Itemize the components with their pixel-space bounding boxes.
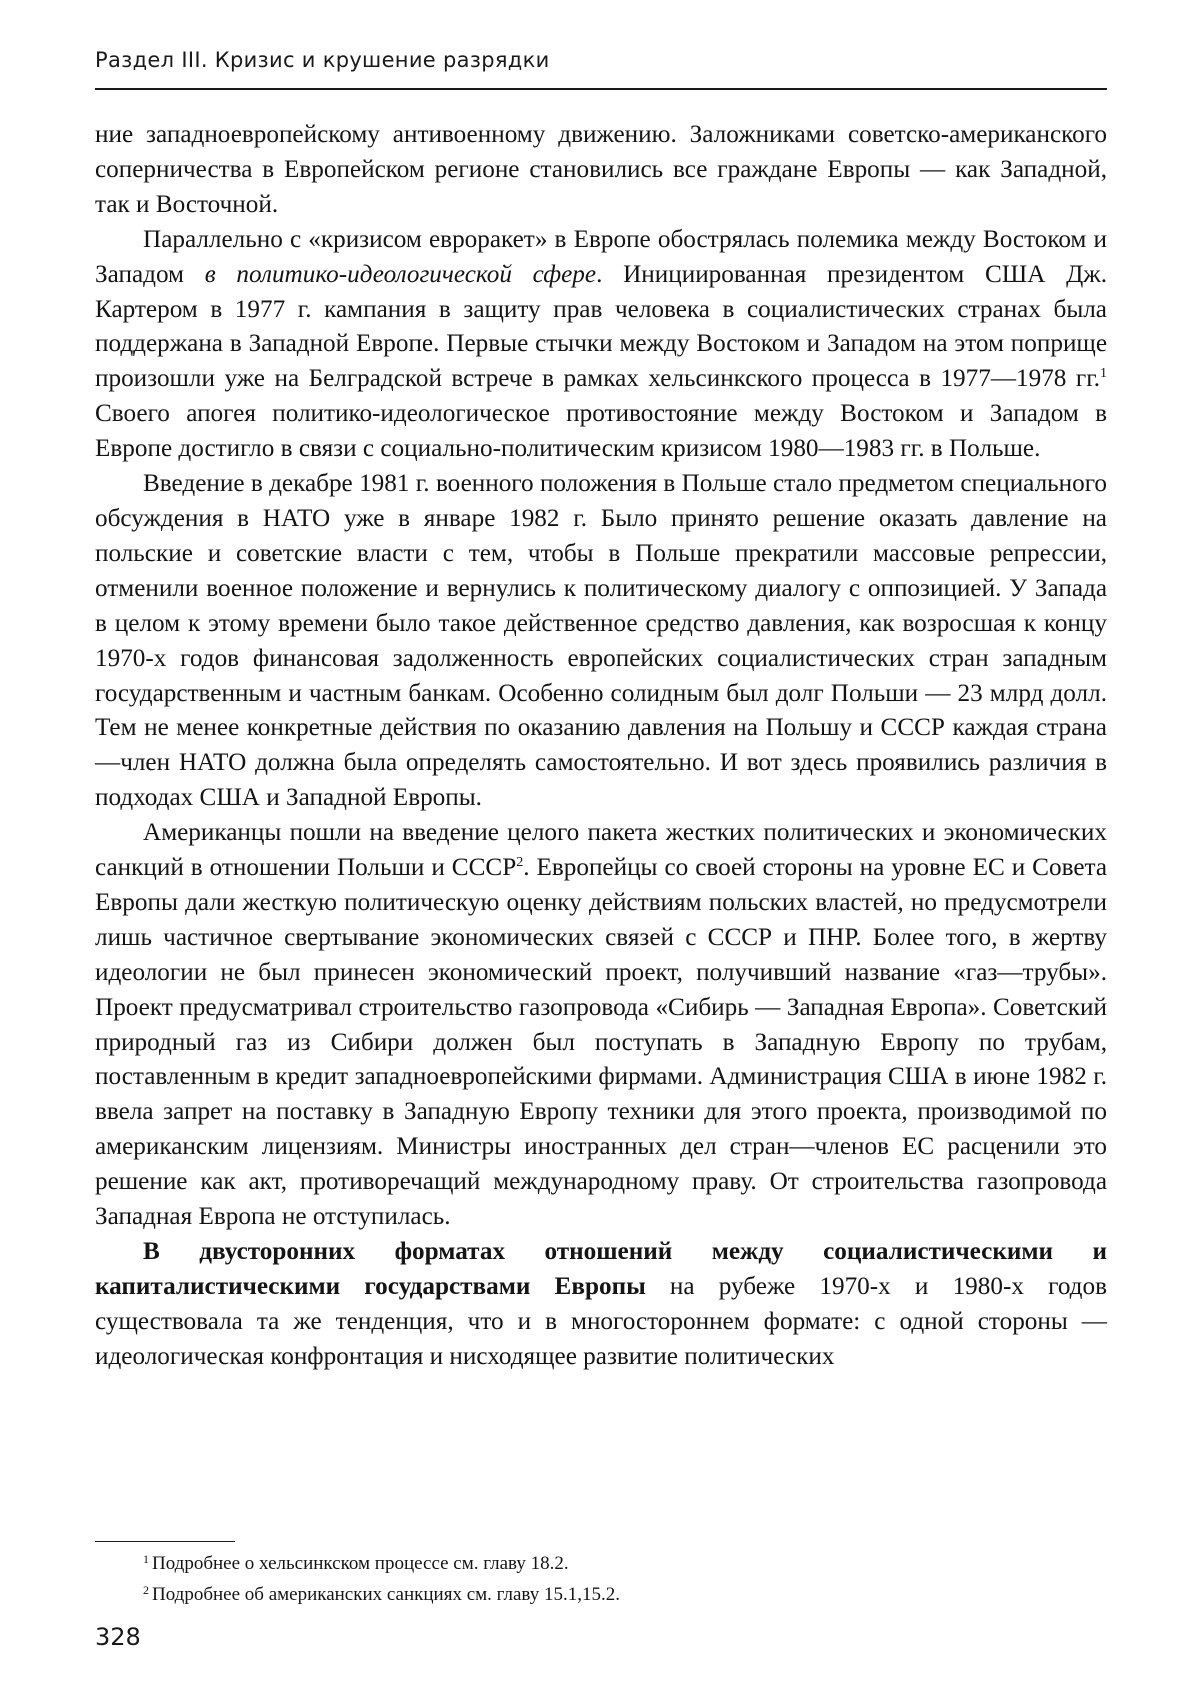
paragraph [95,467,1107,816]
paragraph-text: Своего апогея политико-идеологическое противостояние между Востоком и Западом в Европе достигло в связи с социально-политическим кризисом 1980—1983 гг. в Польше. [95,400,1107,463]
italic-phrase: в политико-идеологической сфере [204,260,597,288]
bold-phrase: В двусторонних форматах отношений между социалистическими и капиталистическими государствами Европы [95,1238,1107,1300]
paragraph-continuation [95,118,1107,223]
footnote-ref[interactable]: 1 [1100,366,1107,382]
footnote-marker: 1 [143,1552,149,1566]
footnote [95,1579,1107,1610]
footnotes [95,1548,1107,1610]
paragraph-text: Введение в декабре 1981 г. военного положения в Польше стало предметом специального обсуждения в НАТО уже в январе 1982 г. Было принято решение оказать давление на польские и советские власти с тем, чтобы в Польше прекратили массовые репрессии, отменили военное положение и вернулись к политическому диалогу с оппозицией. У Запада в целом к этому времени было такое действенное средство давления, как возросшая к концу 1970-х годов финансовая задолженность европейских социалистических стран западным государственным и частным банкам. Особенно солидным был долг Польши — 23 млрд долл. Тем не менее конкретные действия по оказанию давления на Польшу и СССР каждая страна—член НАТО должна была определять самостоятельно. И вот здесь проявились различия в подходах США и Западной Европы. [95,470,1107,812]
footnote-marker: 2 [143,1583,149,1597]
page-number: 328 [95,1623,141,1651]
paragraph-text: . Европейцы со своей стороны на уровне ЕС и Совета Европы дали жесткую политическую оценку действиям польских властей, но предусмотрели лишь частичное свертывание экономических связей с СССР и ПНР. Более того, в жертву идеологии не был принесен экономический проект, получивший название «газ—трубы». Проект предусматривал строительство газопровода «Сибирь — Западная Европа». Советский природный газ из Сибири должен был поступать в Западную Европу по трубам, поставленным в кредит западноевропейскими фирмами. Администрация США в июне 1982 г. ввела запрет на поставку в Западную Европу техники для этого проекта, производимой по американским лицензиям. Министры иностранных дел стран—членов ЕС расценили это решение как акт, противоречащий международному праву. От строительства газопровода Западная Европа не отступилась. [95,854,1107,1231]
paragraph-text: на рубеже 1970-х и 1980-х годов существовала та же тенденция, что и в многостороннем формате: с одной стороны — идеологическая конфронтация и нисходящее развитие политических [95,1272,1107,1370]
paragraph [95,816,1107,1235]
footnote-text: Подробнее о хельсинкском процессе см. главу 18.2. [152,1553,569,1574]
footnote-rule [95,1541,235,1542]
paragraph-text: Параллельно с «кризисом евроракет» в Европе обострялась полемика между Востоком и Западом [95,225,1107,288]
paragraph-text: ние западноевропейскому антивоенному движению. Заложниками советско-американского соперничества в Европейском регионе становились все граждане Европы — как Западной, так и Восточной. [95,121,1107,218]
paragraph-text: Американцы пошли на введение целого пакета жестких политических и экономических санкций в отношении Польши и СССР [95,819,1107,882]
footnote-ref[interactable]: 2 [516,855,524,871]
paragraph [95,223,1107,467]
footnote [95,1548,1107,1579]
header-rule [95,88,1107,90]
running-head: Раздел III. Кризис и крушение разрядки [95,48,550,72]
footnote-text: Подробнее об американских санкциях см. главу 15.1,15.2. [152,1584,620,1605]
body-text [95,118,1107,1375]
paragraph-text: . Инициированная президентом США Дж. Картером в 1977 г. кампания в защиту прав человека в социалистических странах была поддержана в Западной Европе. Первые стычки между Востоком и Западом на этом поприще произошли уже на Белградской встрече в рамках хельсинкского процесса в 1977—1978 гг. [95,260,1107,393]
paragraph [95,1235,1107,1375]
